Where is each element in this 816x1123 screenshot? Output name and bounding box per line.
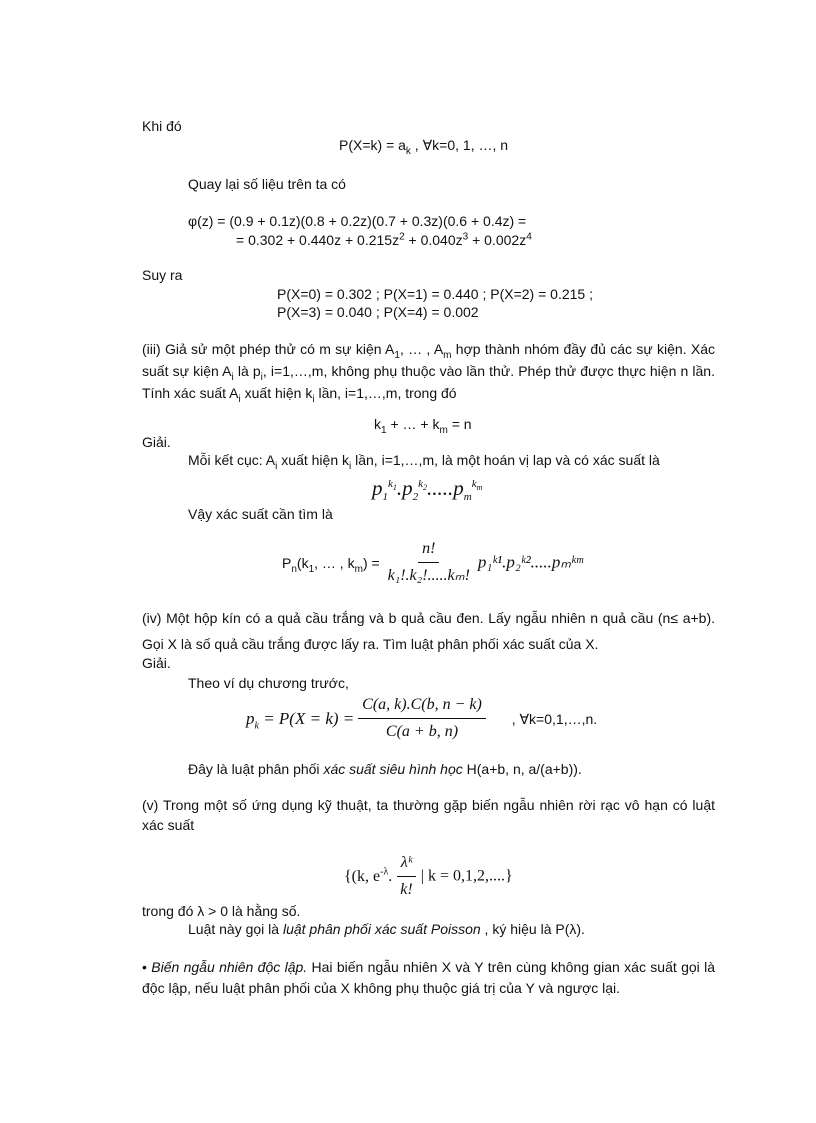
paragraph-v: (v) Trong một số ứng dụng kỹ thuật, ta thường gặp biến ngẫu nhiên rời rạc vô hạn có luật xác suất xyxy=(142,797,715,833)
equation-results-line2: P(X=3) = 0.040 ; P(X=4) = 0.002 xyxy=(277,304,479,320)
text-giai-1: Giải. xyxy=(142,434,171,450)
pn-numerator: n! xyxy=(418,538,439,563)
paragraph-iv: (iv) Một hộp kín có a quả cầu trắng và b quả cầu đen. Lấy ngẫu nhiên n quả cầu (n≤ a+b). Gọi X là số quả cầu trắng được lấy ra. Tìm luật phân phối xác suất của X. xyxy=(142,610,715,652)
equation-pn: $P_n(k_1$, … , $k_m$) = $\frac{n!}{\text{k₁!.k₂!.....kₘ!}}$ p₁ᵏ¹.p₂ᵏ².....pₘᵏᵐ xyxy=(282,538,583,587)
text-vay: Vậy xác suất cần tìm là xyxy=(188,506,333,522)
text-suy-ra: Suy ra xyxy=(142,267,183,283)
text-day-la: Đây là luật phân phối xác suất siêu hình học H(a+b, n, a/(a+b)). xyxy=(188,761,582,777)
equation-phi-line1: φ(z) = (0.9 + 0.1z)(0.8 + 0.2z)(0.7 + 0.3z)(0.6 + 0.4z) = xyxy=(188,213,527,229)
equation-product: $p_1^{k_1}.p_2^{k_2}.....p_m^{k_m}$ xyxy=(372,476,483,504)
text-luat-nay: Luật này gọi là luật phân phối xác suất Poisson , ký hiệu là P(λ). xyxy=(188,921,585,937)
pn-denominator: k₁!.k₂!.....kₘ! xyxy=(387,567,470,584)
paragraph-doc-lap: • Biến ngẫu nhiên độc lập. Hai biến ngẫu nhiên X và Y trên cùng không gian xác suất gọi là độc lập, nếu luật phân phối của X không phụ thuộc giá trị của Y và ngược lại. xyxy=(142,959,715,996)
text-trong-do: trong đó λ > 0 là hằng số. xyxy=(142,903,301,919)
equation-phi-line2: = $0.302 + 0.440z + 0.215z^2 + 0.040z^3 + 0.002z^4$ xyxy=(236,231,532,248)
pk-numerator: C(a, k).C(b, n − k) xyxy=(358,694,486,719)
text-moi-ket-cuc: Mỗi kết cục: $A_i$ xuất hiện $k_i$ lần, i=1,…,m, là một hoán vị lap và có xác suất là xyxy=(188,452,660,472)
poisson-denominator: k! xyxy=(400,881,413,898)
text-theo-vi-du: Theo ví dụ chương trước, xyxy=(188,675,349,691)
pn-product: p₁ᵏ¹.p₂ᵏ².....pₘᵏᵐ xyxy=(477,552,583,572)
equation-pk: $p_k = P(X = k)$ = $\frac{C(a, k).C(b, n - k)}{C(a + b, n)}$ , ∀k=0,1,…,n. xyxy=(246,694,597,743)
bullet-icon: • xyxy=(142,959,147,975)
equation-results-line1: P(X=0) = 0.302 ; P(X=1) = 0.440 ; P(X=2) = 0.215 ; xyxy=(277,286,593,302)
text-quay-lai: Quay lại số liệu trên ta có xyxy=(188,176,346,192)
text-khi-do: Khi đó xyxy=(142,118,182,134)
poisson-numerator: λᵏ xyxy=(397,852,416,877)
paragraph-iii: (iii) Giả sử một phép thử có m sự kiện $A_1$, … , $A_m$ hợp thành nhóm đầy đủ các sự kiện. Xác suất sự kiện $A_i$ là $p_i$, i=1,…,m, không phụ thuộc vào lần thử. Phép thử được thực hiện n lần. Tính xác suất $A_i$ xuất hiện $k_i$ lần, i=1,…,m, trong đó xyxy=(142,341,715,405)
pk-denominator: C(a + b, n) xyxy=(385,723,459,740)
equation-poisson: {(k, $e^{-\lambda}$. $\frac{\text{λᵏ}}{k!}$ | k = 0,1,2,....} xyxy=(344,852,513,901)
equation-k-sum: $k_1$ + … + $k_m = n$ xyxy=(374,416,472,436)
equation-pxk: $P(X=k) = a_k$ , ∀k=0, 1, …, n xyxy=(339,137,509,157)
text-giai-2: Giải. xyxy=(142,655,171,671)
